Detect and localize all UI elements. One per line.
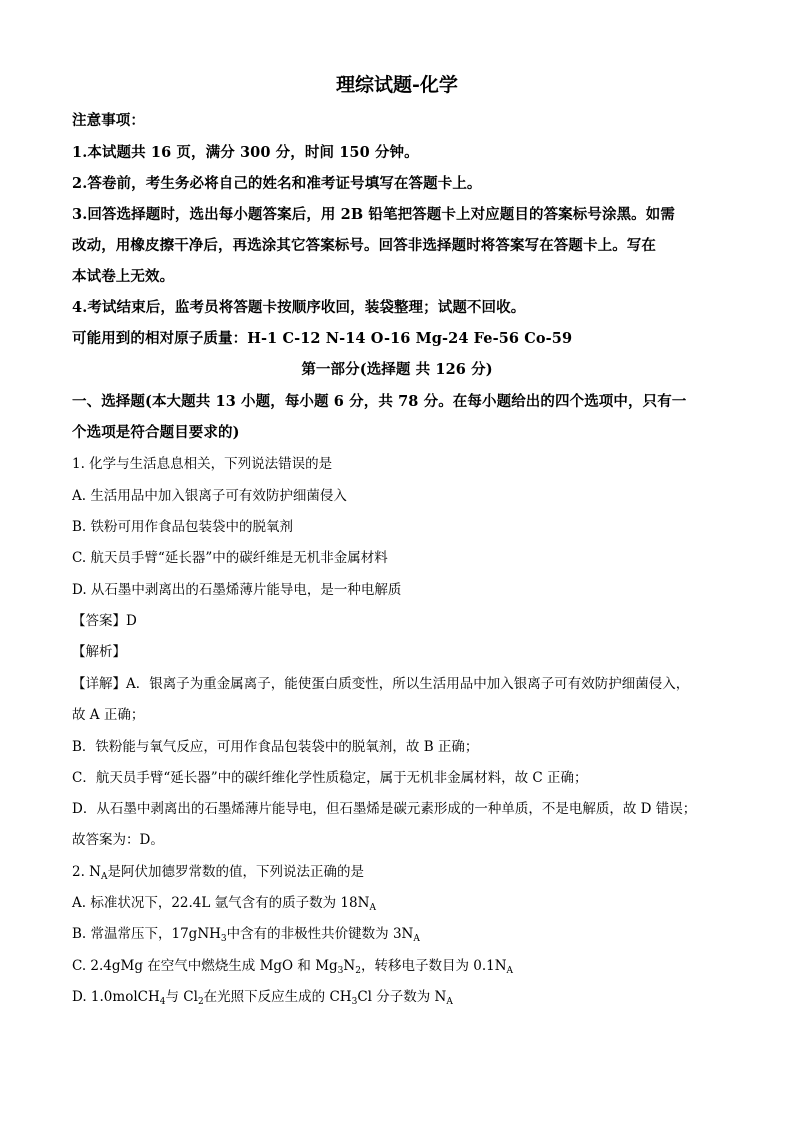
notice-item-1: 1.本试题共 16 页，满分 300 分，时间 150 分钟。	[72, 144, 419, 161]
q2-option-b-text: B. 常温常压下，17gNH	[72, 926, 221, 942]
q2-option-d-text: Cl 分子数为 N	[357, 989, 447, 1005]
q2-option-a	[72, 891, 376, 911]
notice-item-4: 4.考试结束后，监考员将答题卡按顺序收回，装袋整理；试题不回收。	[72, 299, 526, 316]
q2-option-d	[72, 985, 453, 1005]
q2-option-b	[72, 922, 420, 942]
q2-option-d-text: 与 Cl	[165, 989, 198, 1005]
q2-option-c-text: N	[343, 958, 356, 974]
subscript: A	[506, 966, 514, 976]
subscript: 3	[351, 997, 358, 1007]
q2-option-d-text: D. 1.0molCH	[72, 989, 160, 1005]
notice-item-3-line-3: 本试卷上无效。	[72, 268, 175, 285]
section-one-line-1: 一、选择题(本大题共 13 小题，每小题 6 分，共 78 分。在每小题给出的四个选项中，只有一	[72, 393, 687, 410]
q1-conclusion: 故答案为：D。	[72, 832, 164, 848]
q2-stem	[72, 860, 364, 880]
q2-option-c	[72, 954, 513, 974]
q1-analysis-label: 【解析】	[72, 644, 126, 660]
notice-heading: 注意事项：	[72, 112, 145, 129]
q1-detail-c: C．航天员手臂“延长器”中的碳纤维化学性质稳定，属于无机非金属材料，故 C 正确；	[72, 770, 588, 786]
section-one-line-2: 个选项是符合题目要求的)	[72, 424, 240, 441]
q1-detail-line-1: 【详解】A．银离子为重金属离子，能使蛋白质变性，所以生活用品中加入银离子可有效防护细菌侵入，	[72, 676, 690, 692]
q2-option-b-text: 中含有的非极性共价键数为 3N	[226, 926, 414, 942]
subscript: 2	[197, 997, 204, 1007]
subscript: A	[369, 903, 376, 913]
subscript: 4	[159, 997, 166, 1007]
q1-option-c: C. 航天员手臂“延长器”中的碳纤维是无机非金属材料	[72, 550, 388, 566]
subscript: A	[446, 997, 453, 1007]
q1-option-d: D. 从石墨中剥离出的石墨烯薄片能导电，是一种电解质	[72, 582, 402, 598]
q1-option-b: B. 铁粉可用作食品包装袋中的脱氧剂	[72, 519, 294, 535]
subscript: 3	[220, 934, 227, 944]
subscript: A	[413, 934, 420, 944]
notice-item-3-line-2: 改动，用橡皮擦干净后，再选涂其它答案标号。回答非选择题时将答案写在答题卡上。写在	[72, 237, 656, 254]
q2-option-d-text: 在光照下反应生成的 CH	[203, 989, 352, 1005]
atomic-mass-line: 可能用到的相对原子质量：H-1 C-12 N-14 O-16 Mg-24 Fe-56 Co-59	[72, 330, 573, 347]
notice-item-3-line-1: 3.回答选择题时，选出每小题答案后，用 2B 铅笔把答题卡上对应题目的答案标号涂黑。如需	[72, 206, 675, 223]
q1-stem: 1. 化学与生活息息相关，下列说法错误的是	[72, 456, 333, 472]
subscript: 2	[355, 966, 361, 976]
subscript: 3	[337, 966, 344, 976]
notice-item-2: 2.答卷前，考生务必将自己的姓名和准考证号填写在答题卡上。	[72, 175, 482, 192]
q2-option-a-text: A. 标准状况下，22.4L 氩气含有的质子数为 18N	[72, 895, 370, 911]
q1-detail-line-2: 故 A 正确；	[72, 707, 145, 723]
q2-stem-text: 是阿伏加德罗常数的值，下列说法正确的是	[107, 864, 364, 880]
q1-answer: 【答案】D	[72, 613, 137, 629]
subscript: A	[100, 872, 108, 882]
q1-option-a: A. 生活用品中加入银离子可有效防护细菌侵入	[72, 488, 347, 504]
part-one-heading: 第一部分(选择题 共 126 分)	[301, 361, 493, 378]
q1-detail-b: B．铁粉能与氧气反应，可用作食品包装袋中的脱氧剂，故 B 正确；	[72, 739, 479, 755]
q2-stem-text: 2. N	[72, 864, 101, 880]
q2-option-c-text: ，转移电子数目为 0.1N	[360, 958, 507, 974]
q2-option-c-text: C. 2.4gMg 在空气中燃烧生成 MgO 和 Mg	[72, 958, 338, 974]
q1-detail-d: D．从石墨中剥离出的石墨烯薄片能导电，但石墨烯是碳元素形成的一种单质，不是电解质，故 D 错误；	[72, 801, 697, 817]
page-title: 理综试题-化学	[336, 74, 458, 96]
